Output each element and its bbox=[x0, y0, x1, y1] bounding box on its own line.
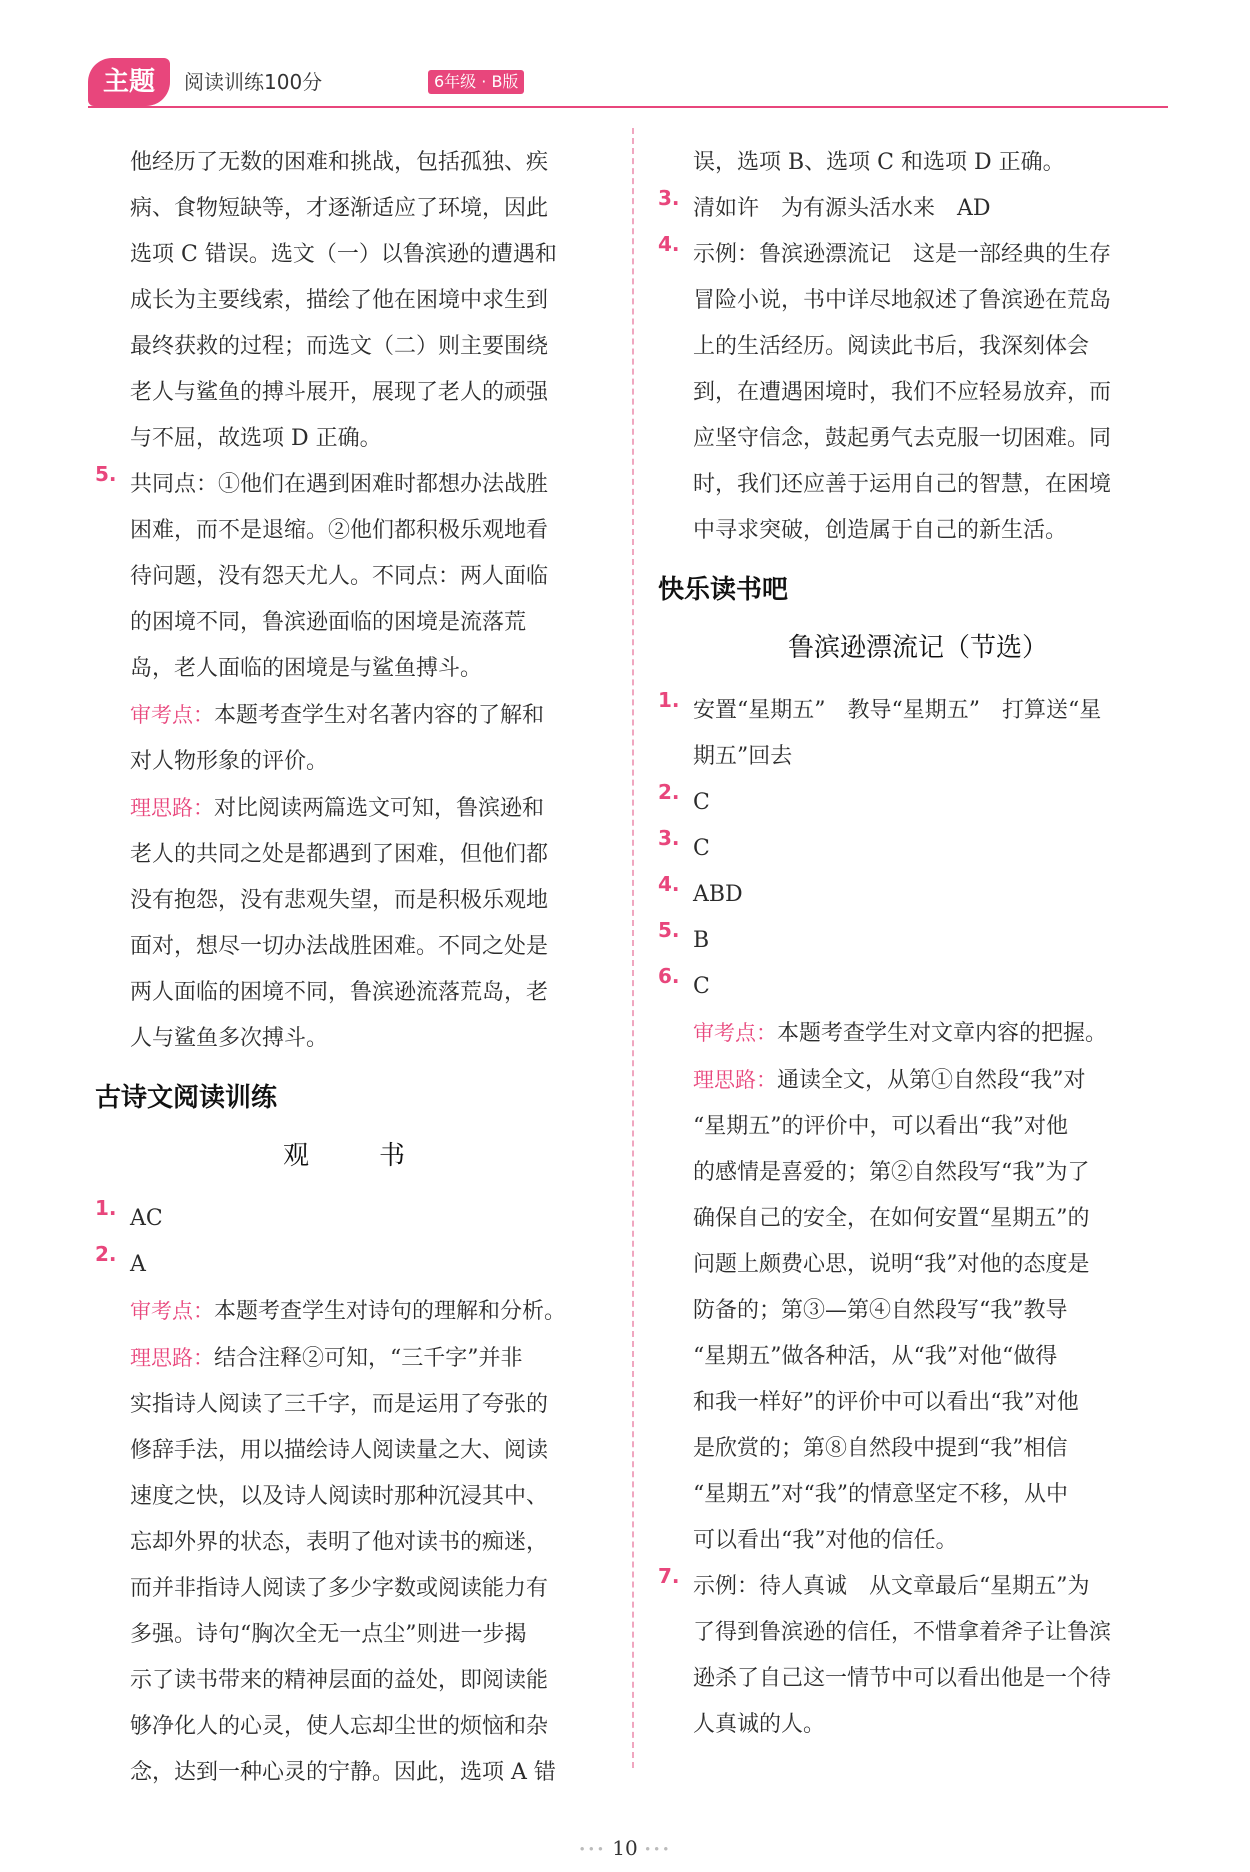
answer-item-4 bbox=[658, 872, 1178, 918]
answer-item-3 bbox=[658, 186, 1178, 232]
text-line: 多强。诗句“胸次全无一点尘”则进一步揭 bbox=[130, 1622, 527, 1647]
text-line: 忘却外界的状态，表明了他对读书的痴迷， bbox=[130, 1530, 549, 1555]
text-line: 念，达到一种心灵的宁静。因此，选项 A 错 bbox=[130, 1760, 556, 1785]
edition-badge: 6年级 · B版 bbox=[428, 70, 524, 94]
page-number: 10 bbox=[612, 1836, 638, 1860]
reasoning bbox=[130, 785, 615, 832]
text-line: 防备的；第③—第④自然段写“我”教导 bbox=[693, 1298, 1068, 1323]
exam-point bbox=[130, 692, 615, 739]
footer-dots: ••• bbox=[644, 1842, 672, 1857]
text-line: 了得到鲁滨逊的信任，不惜拿着斧子让鲁滨 bbox=[693, 1620, 1112, 1645]
text-line: 成长为主要线索，描绘了他在困境中求生到 bbox=[130, 288, 549, 313]
question-number: 4. bbox=[658, 232, 680, 256]
text-line: 共同点：①他们在遇到困难时都想办法战胜 bbox=[130, 472, 549, 497]
reasoning bbox=[130, 1335, 615, 1382]
text-line: 没有抱怨，没有悲观失望，而是积极乐观地 bbox=[130, 888, 549, 913]
book-title: 阅读训练100分 bbox=[184, 70, 323, 94]
text-line: 的感情是喜爱的；第②自然段写“我”为了 bbox=[693, 1160, 1090, 1185]
text-line: 可以看出“我”对他的信任。 bbox=[693, 1528, 958, 1553]
header-rule bbox=[88, 106, 1168, 108]
text-line: 够净化人的心灵，使人忘却尘世的烦恼和杂 bbox=[130, 1714, 549, 1739]
text-line: 误，选项 B、选项 C 和选项 D 正确。 bbox=[693, 150, 1065, 175]
footer-dots: ••• bbox=[578, 1842, 606, 1857]
page-footer bbox=[0, 1836, 1250, 1860]
question-number: 1. bbox=[658, 688, 680, 712]
article-title: 鲁滨逊漂流记（节选） bbox=[787, 633, 1048, 663]
text-line: 时，我们还应善于运用自己的智慧，在困境 bbox=[693, 472, 1112, 497]
exam-point-label: 审考点： bbox=[693, 1021, 777, 1045]
text-line: 逊杀了自己这一情节中可以看出他是一个待 bbox=[693, 1666, 1112, 1691]
answer-item-3 bbox=[658, 826, 1178, 872]
answer-item-5 bbox=[658, 918, 1178, 964]
answer-text: C bbox=[693, 836, 710, 861]
text-line: 人与鲨鱼多次搏斗。 bbox=[130, 1026, 329, 1051]
exam-point-label: 审考点： bbox=[130, 1299, 214, 1323]
answer-text: B bbox=[693, 928, 710, 953]
question-number: 1. bbox=[95, 1196, 117, 1220]
text-line: 最终获救的过程；而选文（二）则主要围绕 bbox=[130, 334, 549, 359]
page-header bbox=[88, 58, 1168, 106]
text-line: 选项 C 错误。选文（一）以鲁滨逊的遭遇和 bbox=[130, 242, 557, 267]
answer-text: 清如许 为有源头活水来 AD bbox=[693, 196, 991, 221]
text-line: 和我一样好”的评价中可以看出“我”对他 bbox=[693, 1390, 1079, 1415]
exam-point-label: 审考点： bbox=[130, 703, 214, 727]
text-line: 到，在遭遇困境时，我们不应轻易放弃，而 bbox=[693, 380, 1112, 405]
text-line: 与不屈，故选项 D 正确。 bbox=[130, 426, 382, 451]
question-number: 5. bbox=[95, 462, 117, 486]
exam-point-text: 本题考查学生对诗句的理解和分析。 bbox=[214, 1299, 567, 1324]
reasoning-label: 理思路： bbox=[693, 1068, 777, 1092]
text-line: 实指诗人阅读了三千字，而是运用了夸张的 bbox=[130, 1392, 549, 1417]
text-line: 中寻求突破，创造属于自己的新生活。 bbox=[693, 518, 1068, 543]
answer-text: AC bbox=[130, 1206, 163, 1231]
text-line: 的困境不同，鲁滨逊面临的困境是流落荒 bbox=[130, 610, 527, 635]
exam-point bbox=[693, 1010, 1178, 1057]
question-number: 3. bbox=[658, 826, 680, 850]
text-line: 上的生活经历。阅读此书后，我深刻体会 bbox=[693, 334, 1090, 359]
answer-item-1 bbox=[95, 1196, 615, 1242]
answer-item-6 bbox=[658, 964, 1178, 1564]
text-line: 岛，老人面临的困境是与鲨鱼搏斗。 bbox=[130, 656, 483, 681]
question-number: 7. bbox=[658, 1564, 680, 1588]
text-line: “星期五”的评价中，可以看出“我”对他 bbox=[693, 1114, 1068, 1139]
answer-text: C bbox=[693, 974, 710, 999]
text-line: 人真诚的人。 bbox=[693, 1712, 826, 1737]
question-number: 2. bbox=[95, 1242, 117, 1266]
reasoning-text: 通读全文，从第①自然段“我”对 bbox=[777, 1068, 1086, 1093]
text-line: 速度之快，以及诗人阅读时那种沉浸其中、 bbox=[130, 1484, 549, 1509]
reasoning-label: 理思路： bbox=[130, 796, 214, 820]
brand-logo: 主题 bbox=[88, 58, 170, 106]
section-title: 快乐读书吧 bbox=[658, 575, 789, 605]
reasoning bbox=[693, 1057, 1178, 1104]
text-line: 问题上颇费心思，说明“我”对他的态度是 bbox=[693, 1252, 1090, 1277]
question-number: 6. bbox=[658, 964, 680, 988]
reasoning-label: 理思路： bbox=[130, 1346, 214, 1370]
answer-text: ABD bbox=[693, 882, 743, 907]
article-title: 观 书 bbox=[282, 1141, 427, 1171]
right-column bbox=[658, 140, 1178, 1748]
text-line: 待问题，没有怨天尤人。不同点：两人面临 bbox=[130, 564, 549, 589]
text-line: 面对，想尽一切办法战胜困难。不同之处是 bbox=[130, 934, 549, 959]
question-number: 3. bbox=[658, 186, 680, 210]
text-line: 老人与鲨鱼的搏斗展开，展现了老人的顽强 bbox=[130, 380, 549, 405]
text-line: 安置“星期五” 教导“星期五” 打算送“星 bbox=[693, 698, 1102, 723]
answer-item-4 bbox=[658, 232, 1178, 554]
continued-answer bbox=[95, 140, 615, 462]
text-line: 困难，而不是退缩。②他们都积极乐观地看 bbox=[130, 518, 549, 543]
answer-text: A bbox=[130, 1252, 146, 1277]
text-line: 确保自己的安全，在如何安置“星期五”的 bbox=[693, 1206, 1090, 1231]
text-line: 病、食物短缺等，才逐渐适应了环境，因此 bbox=[130, 196, 549, 221]
reasoning-text: 结合注释②可知，“三千字”并非 bbox=[214, 1346, 523, 1371]
reasoning-text: 对比阅读两篇选文可知，鲁滨逊和 bbox=[214, 796, 545, 821]
text-line: 冒险小说，书中详尽地叙述了鲁滨逊在荒岛 bbox=[693, 288, 1112, 313]
answer-text: C bbox=[693, 790, 710, 815]
text-line: 对人物形象的评价。 bbox=[130, 749, 329, 774]
exam-point-text: 本题考查学生对文章内容的把握。 bbox=[777, 1021, 1108, 1046]
text-line: 是欣赏的；第⑧自然段中提到“我”相信 bbox=[693, 1436, 1068, 1461]
answer-item-5 bbox=[95, 462, 615, 1062]
text-line: 而并非指诗人阅读了多少字数或阅读能力有 bbox=[130, 1576, 549, 1601]
answer-item-2 bbox=[95, 1242, 615, 1796]
question-number: 2. bbox=[658, 780, 680, 804]
column-divider bbox=[632, 128, 634, 1768]
text-line: 老人的共同之处是都遇到了困难，但他们都 bbox=[130, 842, 549, 867]
text-line: 期五”回去 bbox=[693, 744, 793, 769]
continued-answer bbox=[658, 140, 1178, 186]
left-column bbox=[95, 140, 615, 1796]
text-line: 应坚守信念，鼓起勇气去克服一切困难。同 bbox=[693, 426, 1112, 451]
text-line: 修辞手法，用以描绘诗人阅读量之大、阅读 bbox=[130, 1438, 549, 1463]
text-line: 示例：鲁滨逊漂流记 这是一部经典的生存 bbox=[693, 242, 1112, 267]
answer-item-7 bbox=[658, 1564, 1178, 1748]
text-line: 示例：待人真诚 从文章最后“星期五”为 bbox=[693, 1574, 1090, 1599]
exam-point bbox=[130, 1288, 615, 1335]
text-line: 两人面临的困境不同，鲁滨逊流落荒岛，老 bbox=[130, 980, 549, 1005]
answer-item-2 bbox=[658, 780, 1178, 826]
text-line: “星期五”对“我”的情意坚定不移，从中 bbox=[693, 1482, 1068, 1507]
question-number: 4. bbox=[658, 872, 680, 896]
exam-point-text: 本题考查学生对名著内容的了解和 bbox=[214, 703, 545, 728]
text-line: 他经历了无数的困难和挑战，包括孤独、疾 bbox=[130, 150, 549, 175]
text-line: 示了读书带来的精神层面的益处，即阅读能 bbox=[130, 1668, 549, 1693]
section-title: 古诗文阅读训练 bbox=[95, 1083, 278, 1113]
answer-item-1 bbox=[658, 688, 1178, 780]
question-number: 5. bbox=[658, 918, 680, 942]
text-line: “星期五”做各种活，从“我”对他“做得 bbox=[693, 1344, 1058, 1369]
